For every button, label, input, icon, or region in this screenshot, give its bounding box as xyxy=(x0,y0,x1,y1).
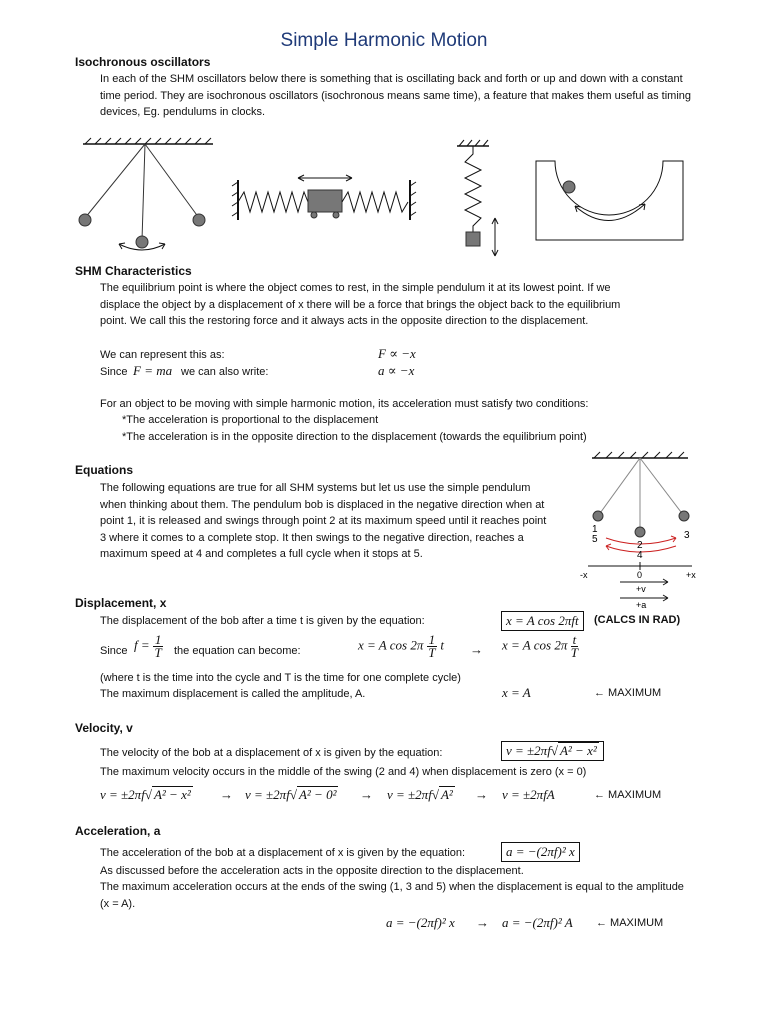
velocity-maximum-label: ← MAXIMUM xyxy=(594,789,662,801)
axis-pos-a-label: +a xyxy=(636,600,647,610)
velocity-chain-3: v = ±2πf√ A² xyxy=(387,787,453,802)
pendulum-points-diagram xyxy=(580,452,710,612)
point-1-label: 1 xyxy=(592,524,598,535)
isochronous-text: In each of the SHM oscillators below there is something that is oscillating back and forth or up and down with a constant time period. They are isochronous oscillators (isochronous means same time), a feature that makes them useful as timing devices, Eg. pendulums in clocks. xyxy=(100,73,692,118)
displacement-line-1: The displacement of the bob after a time t is given by the equation: xyxy=(100,615,425,627)
f-numerator: 1 xyxy=(154,632,162,647)
velocity-chain-3-root: A² xyxy=(440,787,453,802)
eq2-numerator: 1 xyxy=(428,632,436,647)
point-2-label: 2 xyxy=(637,540,643,551)
equations-text: The following equations are true for all SHM systems but let us use the simple pendulum when thinking about them. The pendulum bob is displaced in the negative direction when at point 1, it is released and swings through point 2 at its maximum speed until it reaches point 3 where it comes to a complete stop. It then swings to the negative direction, reaches a maximum speed at 4 and completes a full cycle when it stops at 5. xyxy=(100,482,547,560)
pendulum-diagram xyxy=(75,138,225,253)
become-label: the equation can become: xyxy=(174,645,301,657)
eq2-denominator: T xyxy=(428,645,436,660)
eq3-lhs: x = A cos 2π xyxy=(502,637,568,653)
represent-equation: F ∝ −x xyxy=(378,346,416,361)
eq2-t: t xyxy=(440,637,444,653)
axis-pos-v-label: +v xyxy=(636,584,646,594)
displacement-maximum-label: ← MAXIMUM xyxy=(594,687,662,699)
velocity-arrow-1: → xyxy=(220,787,233,802)
axis-pos-x-label: +x xyxy=(686,570,696,580)
f-denominator: T xyxy=(154,645,162,660)
eq3-denominator: T xyxy=(570,645,579,660)
acceleration-equation-box: a = −(2πf)² x xyxy=(501,842,580,862)
acceleration-line-3: The maximum acceleration occurs at the ends of the swing (1, 3 and 5) when the displacement is equal to the amplitude (x = A). xyxy=(100,881,684,910)
represent-label: We can represent this as: xyxy=(100,349,225,361)
eq2-lhs: x = A cos 2π xyxy=(358,637,424,653)
heading-velocity: Velocity, v xyxy=(75,721,133,735)
eq3-numerator: t xyxy=(572,632,577,647)
mass-spring-vertical-diagram xyxy=(455,140,505,258)
displacement-equation-2 xyxy=(358,634,444,659)
velocity-box-lhs: v = ±2πf xyxy=(506,743,551,758)
since-label: Since xyxy=(100,366,128,378)
velocity-box-root: A² − x² xyxy=(559,743,597,758)
acceleration-line-2: As discussed before the acceleration acts in the opposite direction to the displacement. xyxy=(100,865,524,877)
velocity-chain-1: v = ±2πf√ A² − x² xyxy=(100,787,191,802)
acceleration-line-1: The acceleration of the bob at a displacement of x is given by the equation: xyxy=(100,847,466,859)
eq2-fraction xyxy=(427,634,438,659)
point-4-label: 4 xyxy=(637,550,643,561)
page-title: Simple Harmonic Motion xyxy=(280,30,488,51)
velocity-equation-box: v = ±2πf√ A² − x² xyxy=(501,741,604,761)
axis-neg-x-label: -x xyxy=(580,570,588,580)
displacement-equation-box: x = A cos 2πft xyxy=(501,611,584,631)
velocity-chain-1-lhs: v = ±2πf xyxy=(100,787,145,802)
since-result: a ∝ −x xyxy=(378,363,415,378)
mass-spring-horizontal-diagram xyxy=(232,172,422,224)
condition-2: *The acceleration is in the opposite direction to the displacement (towards the equilibrium point) xyxy=(122,431,587,443)
axis-zero-label: 0 xyxy=(637,570,643,580)
bowl-ball-diagram xyxy=(535,160,685,242)
acceleration-chain-1: a = −(2πf)² x xyxy=(386,915,455,930)
condition-1: *The acceleration is proportional to the displacement xyxy=(122,414,379,426)
displacement-max-line: The maximum displacement is called the amplitude, A. xyxy=(100,688,366,700)
acceleration-maximum-label: ← MAXIMUM xyxy=(596,917,664,929)
velocity-chain-2-root: A² − 0² xyxy=(298,787,337,802)
velocity-arrow-3: → xyxy=(475,787,488,802)
f-equals-1-over-t xyxy=(134,634,163,659)
acceleration-chain-2: a = −(2πf)² A xyxy=(502,915,573,930)
eq3-fraction xyxy=(571,634,579,659)
since-f-label: Since xyxy=(100,645,128,657)
velocity-max-line: The maximum velocity occurs in the middle of the swing (2 and 4) when displacement is zero (x = 0) xyxy=(100,766,587,778)
f-fraction xyxy=(153,634,164,659)
heading-displacement: Displacement, x xyxy=(75,596,167,610)
conditions-intro: For an object to be moving with simple harmonic motion, its acceleration must satisfy two conditions: xyxy=(100,398,589,410)
velocity-chain-2: v = ±2πf√ A² − 0² xyxy=(245,787,337,802)
heading-acceleration: Acceleration, a xyxy=(75,824,161,838)
calcs-in-rad-note: (CALCS IN RAD) xyxy=(594,614,681,626)
velocity-arrow-2: → xyxy=(360,787,373,802)
shm-text: The equilibrium point is where the object comes to rest, in the simple pendulum it at its lowest point. If we displace the object by a displacement of x there will be a force that brings the object back to the equilibrium point. We call this the restoring force and it always acts in the opposite direction to the displacement. xyxy=(100,282,621,327)
point-5-label: 5 xyxy=(592,534,598,545)
heading-shm-characteristics: SHM Characteristics xyxy=(75,264,192,278)
heading-isochronous: Isochronous oscillators xyxy=(75,55,211,69)
velocity-chain-1-root: A² − x² xyxy=(153,787,191,802)
displacement-equation-3 xyxy=(502,634,578,659)
point-3-label: 3 xyxy=(684,530,690,541)
displacement-note: (where t is the time into the cycle and T is the time for one complete cycle) xyxy=(100,672,461,684)
f-lhs: f = xyxy=(134,637,150,653)
arrow-right: → xyxy=(470,642,483,657)
velocity-line-1: The velocity of the bob at a displacement of x is given by the equation: xyxy=(100,747,443,759)
velocity-chain-2-lhs: v = ±2πf xyxy=(245,787,290,802)
acceleration-arrow: → xyxy=(476,915,489,930)
displacement-max-equation: x = A xyxy=(502,685,531,700)
velocity-chain-4: v = ±2πfA xyxy=(502,787,555,802)
heading-equations: Equations xyxy=(75,463,134,477)
since-label-b: we can also write: xyxy=(181,366,269,378)
since-equation: F = ma xyxy=(133,363,173,378)
velocity-chain-3-lhs: v = ±2πf xyxy=(387,787,432,802)
